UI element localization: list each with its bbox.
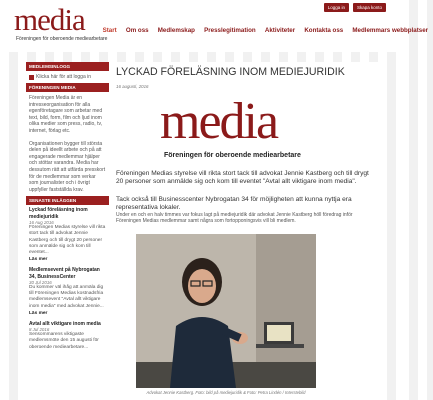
site-header <box>0 0 429 52</box>
post-title[interactable]: Lyckad föreläsning inom mediejuridik <box>29 207 88 220</box>
nav-item-aktiviteter[interactable]: Aktiviteter <box>264 27 296 34</box>
article-photo <box>136 234 316 388</box>
sidebar-login-link[interactable] <box>26 71 109 83</box>
list-item <box>26 265 109 319</box>
main-navigation <box>98 27 433 34</box>
nav-item-presslegitimation[interactable]: Presslegitimation <box>204 27 256 34</box>
article-logo-tagline: Föreningen för oberoende mediearbetare <box>164 152 301 159</box>
photo-caption: Advokat Jennie Kastberg. Foto: bild på mediejuridik & Foto: Petra Lindén / Interstebild <box>146 390 306 395</box>
sidebar-heading-login: MEDLEMSINLOGG <box>26 62 109 71</box>
lock-icon <box>29 75 34 80</box>
post-excerpt: Du kommer väl ihåg att anmäla dig till Föreningen Medias kostnadsfria medlemsevent "Avtal allt viktigare inom media" med advokat Jennie... <box>29 284 104 309</box>
article <box>116 62 374 400</box>
article-date: 16 augusti, 2016 <box>116 84 149 89</box>
read-more-link[interactable]: Läs mer <box>29 310 48 316</box>
nav-item-medlemskap[interactable]: Medlemskap <box>157 27 195 34</box>
post-date: 30 Jul 2016 <box>29 279 52 285</box>
list-item <box>26 205 109 265</box>
about-text-2: Organisationen bygger till största delen på ideellt arbete och på att engagerade medlemmar hjälper och stöttar varandra. Media har dessutom rätt att utfärda presskort för de medlemmar som verkar som journalister och i övrigt uppfyller fastställda krav. <box>29 140 106 193</box>
account-buttons <box>324 3 386 12</box>
post-excerpt: Föreningen Medias styrelse vill rikta stort tack till advokat Jennie Kastberg och till drygt 20 personer som anmälde sig och kom till eventet... <box>29 225 106 255</box>
login-prompt[interactable]: Klicka här för att logga in <box>36 74 92 80</box>
sidebar-heading-about: FÖRENINGEN MEDIA <box>26 83 109 92</box>
about-text-1: Föreningen Media är en intresseorganisation för alla egenföretagare som arbetar med text, bild, form, film och ljud inom olika medier som press, radio, tv, internet, förlag etc. <box>29 95 103 134</box>
logo-wordmark: media <box>14 2 85 37</box>
nav-item-medlemmars-webbplatser[interactable]: Medlemmars webbplatser <box>352 27 429 34</box>
login-button[interactable]: Logga in <box>324 3 349 12</box>
article-paragraph-3: Under en och en halv timmes var fokus lagt på mediejuridik där advokat Jennie Kastberg höll föredrag inför Föreningen Medias medlemmar samt några som fortopponingsvis vill bli medlem. <box>116 212 353 225</box>
sidebar-heading-news: SENASTE INLÄGGEN <box>26 196 109 205</box>
sidebar <box>26 62 109 400</box>
nav-item-om-oss[interactable]: Om oss <box>125 27 149 34</box>
logo-tagline: Föreningen för oberoende mediearbetare <box>16 36 108 42</box>
post-title[interactable]: Medlemsevent på Nybrogatan 34, BusinessCenter <box>29 267 100 280</box>
content-container <box>26 62 380 400</box>
nav-item-start[interactable]: Start <box>102 27 117 34</box>
nav-item-kontakta-oss[interactable]: Kontakta oss <box>304 27 344 34</box>
page-title: LYCKAD FÖRELÄSNING INOM MEDIEJURIDIK <box>116 66 345 78</box>
post-date: 16 Aug 2016 <box>29 220 54 226</box>
list-item <box>26 319 109 351</box>
speaker-photo-illustration <box>136 234 316 388</box>
post-excerpt: Sensommarens viktigaste medlemsmöte den 15 augusti för oberoende mediearbetare... <box>29 332 99 350</box>
post-title[interactable]: Avtal allt viktigare inom media <box>29 320 101 327</box>
article-paragraph-2: Tack också till Businesscenter Nybrogatan 34 för möjligheten att kunna nyttja era representativa lokaler. <box>116 196 352 211</box>
article-logo-wordmark: media <box>160 93 278 150</box>
register-button[interactable]: Skapa konto <box>353 3 386 12</box>
article-logo-image <box>154 93 301 160</box>
post-date: 8 Jul 2016 <box>29 327 50 333</box>
site-logo[interactable] <box>14 2 108 46</box>
read-more-link[interactable]: Läs mer <box>29 257 48 263</box>
article-paragraph-1: Föreningen Medias styrelse vill rikta stort tack till advokat Jennie Kastberg och till drygt 20 personer som anmälde sig och kom till eventet "Avtal allt viktigare inom media". <box>116 170 369 185</box>
